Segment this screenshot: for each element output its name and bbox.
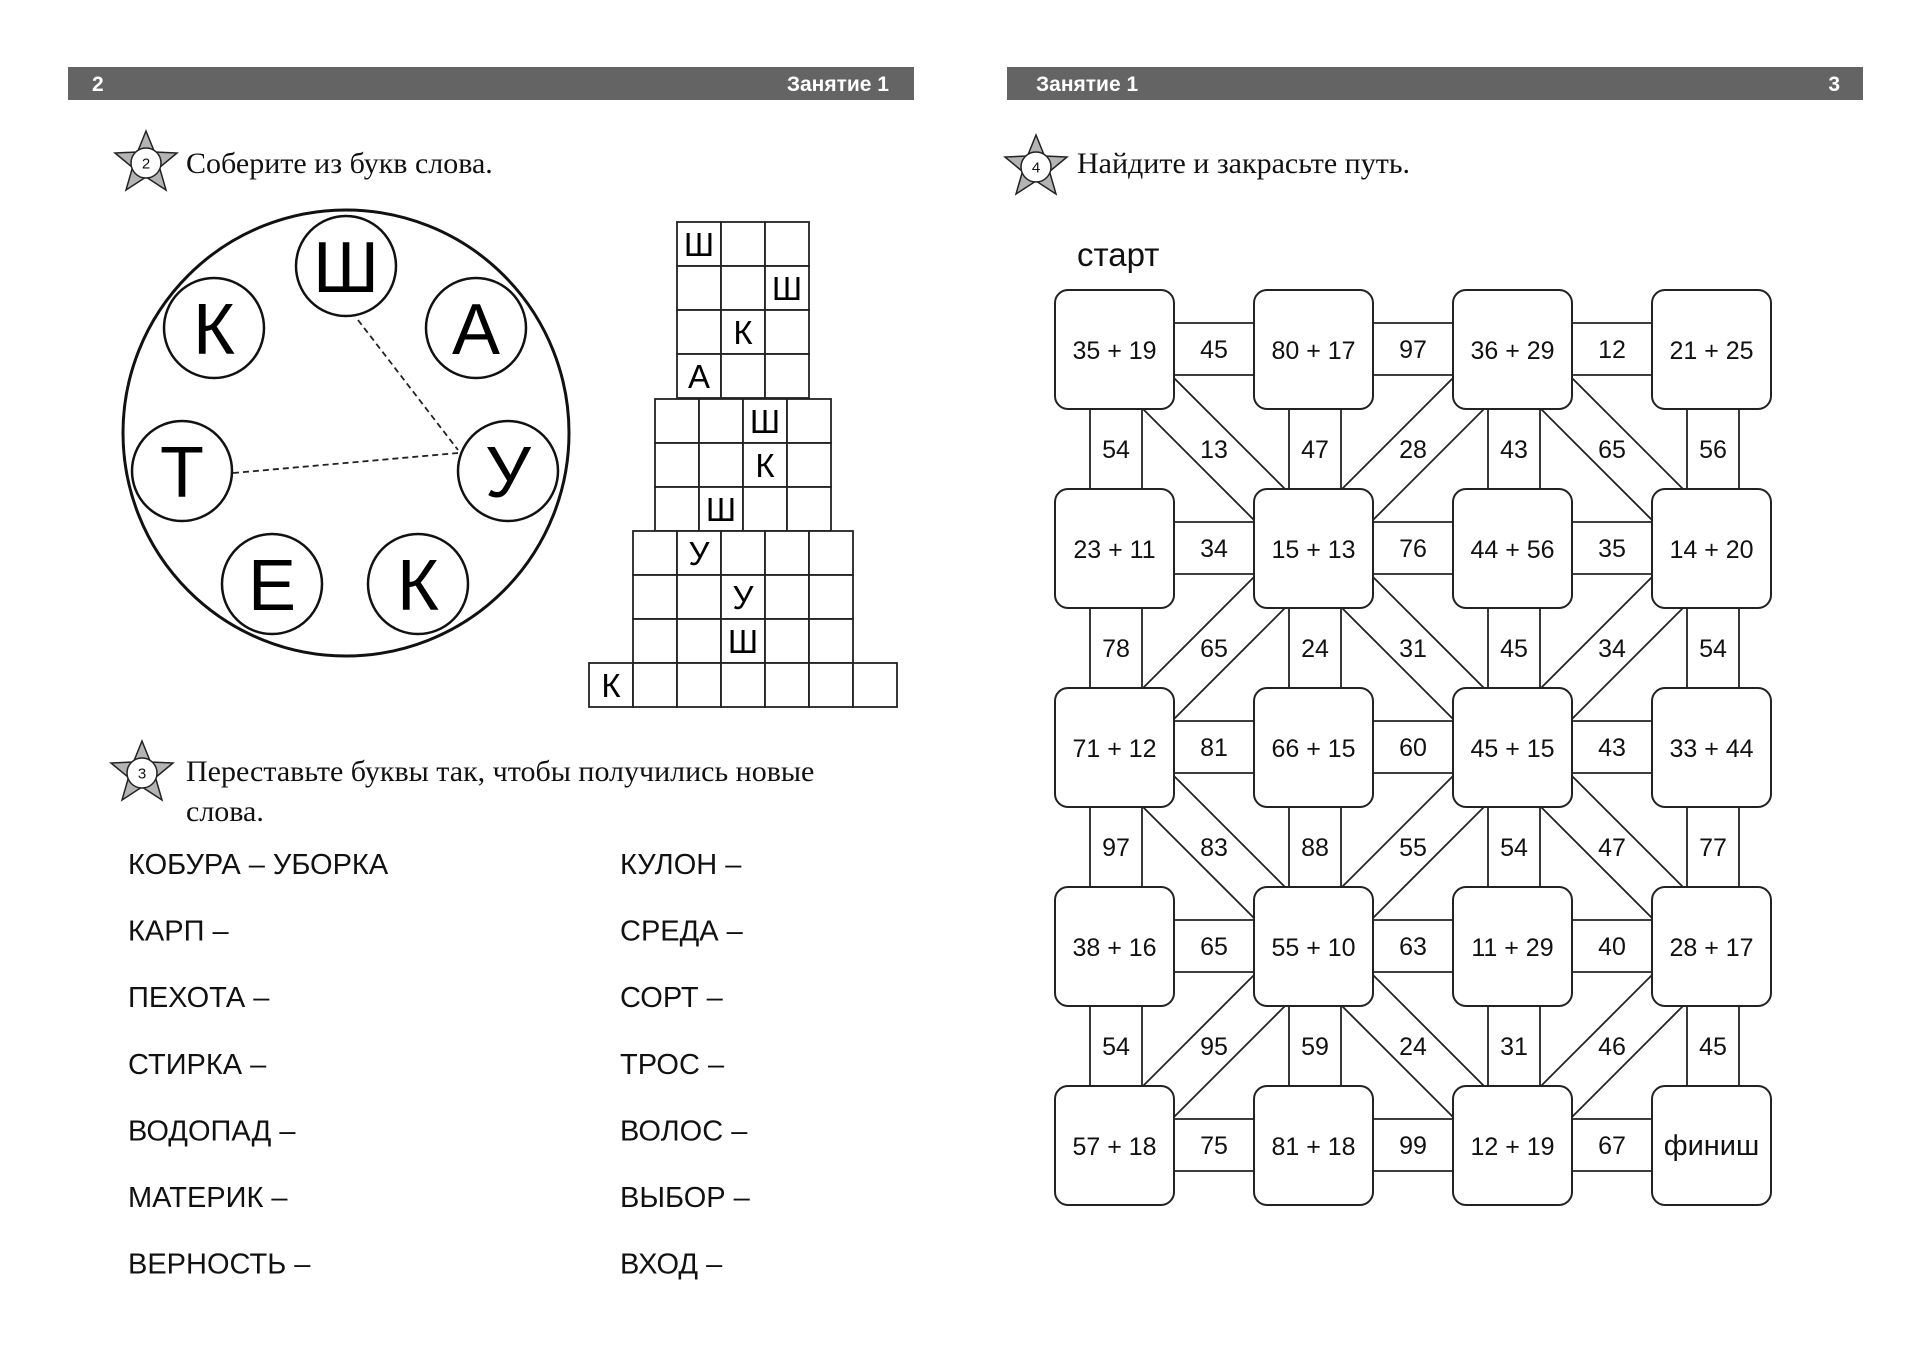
- task-instruction: Соберите из букв слова.: [186, 147, 493, 180]
- task-number: 2: [141, 155, 151, 173]
- link-value[interactable]: 97: [1102, 834, 1130, 862]
- maze-expression: 44 + 56: [1470, 536, 1555, 564]
- maze-expression: 45 + 15: [1470, 735, 1555, 763]
- grid-cell[interactable]: [677, 575, 721, 619]
- maze-expression: 21 + 25: [1669, 337, 1754, 365]
- grid-letter: К: [601, 667, 621, 704]
- link-value[interactable]: 65: [1200, 933, 1228, 961]
- maze-expression: 38 + 16: [1072, 934, 1157, 962]
- grid-cell[interactable]: [677, 531, 721, 575]
- grid-cell-box: [677, 310, 721, 354]
- maze-start-label: старт: [1077, 236, 1160, 273]
- grid-cell-box: [699, 443, 743, 487]
- grid-letter: К: [733, 314, 753, 351]
- grid-cell[interactable]: [633, 575, 677, 619]
- letter-circle: [132, 421, 232, 521]
- grid-cell[interactable]: [743, 443, 787, 487]
- link-value[interactable]: 75: [1200, 1132, 1228, 1160]
- link-value[interactable]: 83: [1200, 834, 1228, 862]
- maze-expression: 15 + 13: [1271, 536, 1356, 564]
- number-maze: [1055, 290, 1771, 1205]
- maze-box[interactable]: [1652, 688, 1771, 807]
- maze-expression: 12 + 19: [1470, 1133, 1555, 1161]
- link-value[interactable]: 95: [1200, 1033, 1228, 1061]
- grid-cell[interactable]: [765, 663, 809, 707]
- grid-cell-box: [765, 531, 809, 575]
- grid-letter: У: [732, 579, 754, 616]
- grid-cell[interactable]: [721, 354, 765, 398]
- word-pair: СРЕДА –: [620, 915, 743, 948]
- link-value[interactable]: 54: [1102, 1033, 1130, 1061]
- word-pair: СОРТ –: [620, 982, 723, 1015]
- grid-cell-box: [633, 619, 677, 663]
- grid-cell[interactable]: [721, 266, 765, 310]
- grid-cell[interactable]: [633, 619, 677, 663]
- grid-cell[interactable]: [677, 222, 721, 266]
- grid-cell[interactable]: [787, 487, 831, 531]
- link-value[interactable]: 40: [1598, 933, 1626, 961]
- letter-circle: [426, 278, 526, 378]
- link-value[interactable]: 78: [1102, 635, 1130, 663]
- maze-box[interactable]: [1453, 290, 1572, 409]
- maze-box[interactable]: [1652, 290, 1771, 409]
- star-number-icon: [1005, 135, 1067, 194]
- link-value[interactable]: 45: [1200, 336, 1228, 364]
- maze-box[interactable]: [1453, 887, 1572, 1006]
- grid-cell[interactable]: [699, 443, 743, 487]
- maze-expression: 80 + 17: [1271, 337, 1356, 365]
- grid-cell[interactable]: [655, 443, 699, 487]
- grid-letter: А: [687, 358, 711, 395]
- grid-cell[interactable]: [809, 619, 853, 663]
- grid-cell[interactable]: [765, 354, 809, 398]
- grid-cell[interactable]: [721, 310, 765, 354]
- maze-expression: 57 + 18: [1072, 1133, 1157, 1161]
- maze-box[interactable]: [1652, 887, 1771, 1006]
- grid-cell[interactable]: [589, 663, 633, 707]
- maze-finish-box[interactable]: [1652, 1086, 1771, 1205]
- word-pair: ВОЛОС –: [620, 1115, 748, 1148]
- maze-box[interactable]: [1254, 1086, 1373, 1205]
- maze-box[interactable]: [1453, 688, 1572, 807]
- link-value[interactable]: 24: [1399, 1033, 1427, 1061]
- grid-cell-box: [655, 487, 699, 531]
- grid-cell-box: [809, 619, 853, 663]
- letter-circle-puzzle: [123, 210, 569, 656]
- circle-letter: У: [485, 433, 531, 513]
- letter-circle: [222, 534, 322, 634]
- left-header-bar: [68, 67, 914, 100]
- star-number-icon: [115, 131, 177, 190]
- grid-cell-box: [787, 399, 831, 443]
- grid-cell[interactable]: [809, 575, 853, 619]
- link-value[interactable]: 77: [1699, 834, 1727, 862]
- grid-cell-box: [809, 531, 853, 575]
- link-value[interactable]: 63: [1399, 933, 1427, 961]
- maze-expression: 28 + 17: [1669, 934, 1754, 962]
- word-pair: ПЕХОТА –: [128, 982, 270, 1015]
- grid-cell[interactable]: [721, 663, 765, 707]
- maze-expression: 33 + 44: [1669, 735, 1754, 763]
- link-value[interactable]: 45: [1500, 635, 1528, 663]
- grid-cell[interactable]: [677, 354, 721, 398]
- grid-cell-box: [765, 354, 809, 398]
- grid-cell[interactable]: [655, 487, 699, 531]
- word-pair: СТИРКА –: [128, 1048, 267, 1081]
- maze-box[interactable]: [1254, 887, 1373, 1006]
- grid-letter: Ш: [771, 270, 803, 307]
- star-number-icon: [111, 741, 173, 800]
- word-pair: ВХОД –: [620, 1248, 723, 1281]
- grid-cell-box: [633, 575, 677, 619]
- maze-expression: 11 + 29: [1471, 934, 1554, 962]
- word-pair: КАРП –: [128, 915, 229, 948]
- link-value[interactable]: 45: [1699, 1033, 1727, 1061]
- grid-cell[interactable]: [677, 266, 721, 310]
- grid-letter: Ш: [683, 226, 715, 263]
- task-4: [1005, 135, 1771, 1205]
- lesson-title: Занятие 1: [1036, 73, 1139, 96]
- grid-cell[interactable]: [677, 663, 721, 707]
- grid-cell-box: [765, 310, 809, 354]
- letter-circle: [296, 216, 396, 316]
- link-value[interactable]: 81: [1200, 734, 1228, 762]
- left-page: [68, 67, 914, 1281]
- link-value[interactable]: 67: [1598, 1132, 1626, 1160]
- letter-circle: [458, 421, 558, 521]
- grid-cell-box: [721, 531, 765, 575]
- word-pair: ВЫБОР –: [620, 1182, 750, 1214]
- link-value[interactable]: 54: [1102, 436, 1130, 464]
- grid-cell-box: [765, 575, 809, 619]
- maze-box[interactable]: [1055, 688, 1174, 807]
- word-pair: ТРОС –: [620, 1048, 725, 1081]
- grid-cell-box: [787, 487, 831, 531]
- task-number: 4: [1031, 159, 1041, 177]
- grid-cell-box: [677, 266, 721, 310]
- link-value[interactable]: 60: [1399, 734, 1427, 762]
- grid-cell[interactable]: [787, 399, 831, 443]
- maze-expression: 23 + 11: [1073, 536, 1156, 564]
- right-page: [1005, 67, 1863, 1205]
- page-number: 3: [1828, 73, 1840, 96]
- link-value[interactable]: 12: [1598, 336, 1626, 364]
- grid-cell-box: [655, 399, 699, 443]
- page-number: 2: [92, 73, 104, 96]
- grid-cell-box: [809, 575, 853, 619]
- grid-cell-box: [765, 222, 809, 266]
- grid-cell[interactable]: [809, 663, 853, 707]
- grid-cell-box: [677, 663, 721, 707]
- grid-cell[interactable]: [677, 619, 721, 663]
- grid-cell-box: [721, 266, 765, 310]
- grid-cell-box: [655, 443, 699, 487]
- maze-box[interactable]: [1652, 489, 1771, 608]
- circle-letter: Т: [160, 433, 204, 513]
- circle-letter: Ш: [313, 228, 379, 308]
- word-list-right: [620, 849, 751, 1281]
- maze-box[interactable]: [1254, 489, 1373, 608]
- link-value[interactable]: 34: [1598, 635, 1626, 663]
- word-pair: МАТЕРИК –: [128, 1182, 288, 1214]
- grid-cell-box: [721, 663, 765, 707]
- grid-cell-box: [853, 663, 897, 707]
- grid-cell[interactable]: [721, 619, 765, 663]
- grid-cell[interactable]: [787, 443, 831, 487]
- grid-cell[interactable]: [765, 266, 809, 310]
- task-instruction: Найдите и закрасьте путь.: [1077, 147, 1411, 180]
- grid-cell[interactable]: [633, 663, 677, 707]
- link-value[interactable]: 47: [1598, 834, 1626, 862]
- grid-letter: Ш: [749, 403, 781, 440]
- circle-letter: А: [451, 290, 501, 370]
- grid-cell[interactable]: [765, 619, 809, 663]
- grid-cell[interactable]: [853, 663, 897, 707]
- word-pair: ВЕРНОСТЬ –: [128, 1248, 311, 1281]
- task-number: 3: [137, 765, 147, 783]
- maze-expression: 14 + 20: [1669, 536, 1754, 564]
- task-2: [115, 131, 897, 707]
- grid-cell[interactable]: [765, 531, 809, 575]
- link-value[interactable]: 99: [1399, 1132, 1427, 1160]
- maze-expression: 81 + 18: [1271, 1133, 1356, 1161]
- grid-cell-box: [787, 443, 831, 487]
- grid-cell[interactable]: [809, 531, 853, 575]
- grid-cell[interactable]: [655, 399, 699, 443]
- maze-box[interactable]: [1055, 290, 1174, 409]
- grid-cell-box: [677, 619, 721, 663]
- link-value[interactable]: 28: [1399, 436, 1427, 464]
- grid-cell-box: [633, 531, 677, 575]
- link-value[interactable]: 54: [1699, 635, 1727, 663]
- dashed-hint-line: [233, 453, 458, 473]
- maze-box[interactable]: [1055, 489, 1174, 608]
- grid-letter: Ш: [727, 623, 759, 660]
- grid-letter: Ш: [705, 491, 737, 528]
- task-instruction-line2: слова.: [186, 795, 264, 828]
- link-value[interactable]: 56: [1699, 436, 1727, 464]
- maze-expression: 35 + 19: [1072, 337, 1157, 365]
- word-list-left: [128, 849, 389, 1281]
- link-value[interactable]: 59: [1301, 1033, 1329, 1061]
- link-value[interactable]: 54: [1500, 834, 1528, 862]
- grid-cell-box: [633, 663, 677, 707]
- grid-cell[interactable]: [633, 531, 677, 575]
- grid-cell[interactable]: [677, 310, 721, 354]
- link-value[interactable]: 43: [1500, 436, 1528, 464]
- grid-cell-box: [699, 399, 743, 443]
- maze-box[interactable]: [1453, 1086, 1572, 1205]
- maze-box[interactable]: [1254, 290, 1373, 409]
- grid-letter: К: [755, 447, 775, 484]
- word-pair: КУЛОН –: [620, 849, 742, 881]
- link-value[interactable]: 46: [1598, 1033, 1626, 1061]
- link-value[interactable]: 65: [1200, 635, 1228, 663]
- grid-cell[interactable]: [721, 222, 765, 266]
- grid-cell[interactable]: [721, 575, 765, 619]
- task-3: [111, 741, 814, 1281]
- maze-expression: 36 + 29: [1470, 337, 1555, 365]
- link-value[interactable]: 31: [1399, 635, 1427, 663]
- circle-letter: К: [193, 290, 235, 370]
- grid-cell-box: [809, 663, 853, 707]
- word-pair: ВОДОПАД –: [128, 1115, 296, 1148]
- grid-cell[interactable]: [699, 487, 743, 531]
- right-header-bar: [1007, 67, 1863, 100]
- grid-cell-box: [765, 663, 809, 707]
- grid-cell[interactable]: [743, 399, 787, 443]
- lesson-title: Занятие 1: [786, 73, 889, 96]
- link-value[interactable]: 76: [1399, 535, 1427, 563]
- link-value[interactable]: 55: [1399, 834, 1427, 862]
- maze-box[interactable]: [1254, 688, 1373, 807]
- link-value[interactable]: 34: [1200, 535, 1228, 563]
- grid-cell[interactable]: [765, 310, 809, 354]
- maze-box[interactable]: [1055, 1086, 1174, 1205]
- word-pair: КОБУРА – УБОРКА: [128, 849, 389, 881]
- maze-box[interactable]: [1453, 489, 1572, 608]
- grid-cell[interactable]: [721, 531, 765, 575]
- link-value[interactable]: 43: [1598, 734, 1626, 762]
- circle-letter: К: [397, 546, 439, 626]
- grid-cell[interactable]: [765, 222, 809, 266]
- maze-box[interactable]: [1055, 887, 1174, 1006]
- grid-cell[interactable]: [699, 399, 743, 443]
- link-value[interactable]: 65: [1598, 436, 1626, 464]
- grid-letter: У: [688, 535, 710, 572]
- link-value[interactable]: 31: [1500, 1033, 1528, 1061]
- grid-cell-box: [677, 575, 721, 619]
- finish-label: финиш: [1663, 1130, 1760, 1162]
- maze-expression: 66 + 15: [1271, 735, 1356, 763]
- maze-expression: 71 + 12: [1072, 735, 1157, 763]
- letter-circle: [164, 278, 264, 378]
- link-value[interactable]: 97: [1399, 336, 1427, 364]
- link-value[interactable]: 47: [1301, 436, 1329, 464]
- grid-cell[interactable]: [765, 575, 809, 619]
- grid-cell[interactable]: [743, 487, 787, 531]
- letter-circle: [368, 534, 468, 634]
- task-instruction-line1: Переставьте буквы так, чтобы получились новые: [186, 755, 815, 788]
- link-value[interactable]: 24: [1301, 635, 1329, 663]
- grid-cell-box: [721, 222, 765, 266]
- maze-expression: 55 + 10: [1271, 934, 1356, 962]
- link-value[interactable]: 88: [1301, 834, 1329, 862]
- circle-letter: Е: [247, 546, 297, 626]
- link-value[interactable]: 13: [1200, 436, 1228, 464]
- grid-cell-box: [743, 487, 787, 531]
- letter-pyramid-grid: [589, 222, 897, 707]
- grid-cell-box: [765, 619, 809, 663]
- grid-cell-box: [721, 354, 765, 398]
- link-value[interactable]: 35: [1598, 535, 1626, 563]
